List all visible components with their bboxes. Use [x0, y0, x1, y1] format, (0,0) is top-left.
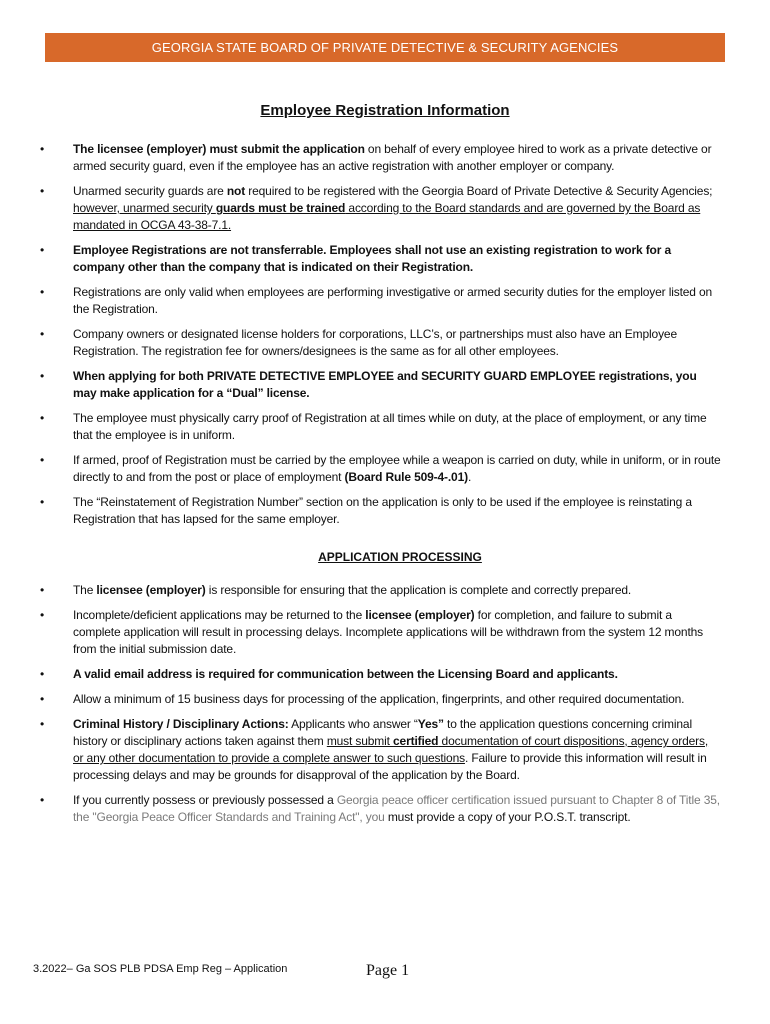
section-heading: APPLICATION PROCESSING	[318, 550, 482, 564]
text-segment: If armed, proof of Registration must be carried by the employee while a weapon is carried on duty, while in uniform, or in route directly to and from the post or place of employment	[73, 453, 721, 484]
text-segment: certified	[393, 734, 439, 748]
page-title: Employee Registration Information	[260, 102, 510, 119]
list-item	[0, 410, 721, 444]
text-segment: according to the Board standards and are governed by the Board as mandated in OCGA 43-38-7.1.	[73, 201, 701, 232]
footer-doc-id: 3.2022– Ga SOS PLB PDSA Emp Reg – Application	[33, 963, 288, 975]
text-segment: guards must be trained	[215, 201, 346, 215]
list-item	[0, 368, 721, 402]
list-item	[0, 494, 721, 528]
list-item	[0, 716, 721, 784]
list-item	[0, 691, 721, 708]
text-segment: If you currently possess or previously possessed a	[73, 793, 337, 807]
text-segment: Employee Registrations are not transferrable. Employees shall not use an existing registration to work for a company other than the company that is indicated on their Registration.	[73, 243, 671, 274]
text-segment: When applying for both PRIVATE DETECTIVE EMPLOYEE and SECURITY GUARD EMPLOYEE registrations, you may make application for a “Dual” license.	[73, 369, 697, 400]
text-segment: not	[226, 184, 246, 198]
bullet-icon: •	[40, 608, 45, 622]
list-item	[0, 141, 721, 175]
text-segment: licensee (employer)	[365, 608, 475, 622]
text-segment: .	[467, 470, 472, 484]
text-segment: The	[73, 583, 97, 597]
registration-info-list	[0, 141, 721, 528]
text-segment: The employee must physically carry proof of Registration at all times while on duty, at the place of employment, or any time that the employee is in uniform.	[73, 411, 707, 442]
footer-page-number: Page 1	[366, 962, 410, 979]
text-segment: licensee (employer)	[96, 583, 206, 597]
bullet-icon: •	[40, 793, 45, 807]
text-segment: Company owners or designated license holders for corporations, LLC’s, or partnerships must also have an Employee Registration. The registration fee for owners/designees is the same as for all other employees.	[73, 327, 677, 358]
bullet-icon: •	[40, 692, 45, 706]
application-processing-list	[0, 582, 721, 826]
bullet-icon: •	[40, 453, 45, 467]
text-segment: The licensee (employer) must submit the application	[73, 142, 365, 156]
text-segment: must provide a copy of your P.O.S.T. transcript.	[384, 810, 631, 824]
text-segment: must submit	[326, 734, 394, 748]
list-item	[0, 792, 721, 826]
text-segment: Applicants who answer “	[288, 717, 418, 731]
text-segment: Registrations are only valid when employees are performing investigative or armed security duties for the employer listed on the Registration.	[73, 285, 713, 316]
text-segment: (Board Rule 509-4-.01)	[344, 470, 468, 484]
text-segment: required to be registered with the Georgia Board of Private Detective & Security Agencies;	[245, 184, 713, 198]
text-segment: Allow a minimum of 15 business days for processing of the application, fingerprints, and other required documentation.	[73, 692, 685, 706]
text-segment: The “Reinstatement of Registration Number” section on the application is only to be used if the employee is reinstating a Registration that has lapsed for the same employer.	[73, 495, 692, 526]
text-segment: Criminal History / Disciplinary Actions:	[73, 717, 289, 731]
bullet-icon: •	[40, 243, 45, 257]
bullet-icon: •	[40, 184, 45, 198]
bullet-icon: •	[40, 495, 45, 509]
text-segment: on behalf of every employee hired to work as a private detective or armed security guard, even if the employee has an active registration with another employer or company.	[73, 142, 712, 173]
bullet-icon: •	[40, 411, 45, 425]
text-segment: documentation of court dispositions, agency orders, or any other documentation to provide a complete answer to such questions	[73, 734, 709, 765]
list-item	[0, 607, 721, 658]
list-item	[0, 242, 721, 276]
list-item	[0, 452, 721, 486]
text-segment: Incomplete/deficient applications may be returned to the	[73, 608, 366, 622]
text-segment: . Failure to provide this information will result in processing delays and may be grounds for disapproval of the application by the Board.	[73, 751, 707, 782]
bullet-icon: •	[40, 583, 45, 597]
header-banner: GEORGIA STATE BOARD OF PRIVATE DETECTIVE & SECURITY AGENCIES	[45, 33, 725, 62]
bullet-icon: •	[40, 142, 45, 156]
text-segment: to the application questions concerning criminal history or disciplinary actions taken against them	[73, 717, 692, 748]
text-segment: Unarmed security guards are	[73, 184, 227, 198]
bullet-icon: •	[40, 285, 45, 299]
text-segment: Yes”	[417, 717, 444, 731]
text-segment: A valid email address is required for communication between the Licensing Board and applicants.	[73, 667, 618, 681]
text-segment: Georgia peace officer certification issued pursuant to Chapter 8 of Title 35, the "Georgia Peace Officer Standards and Training Act", you	[73, 793, 720, 824]
bullet-icon: •	[40, 327, 45, 341]
list-item	[0, 183, 721, 234]
bullet-icon: •	[40, 717, 45, 731]
text-segment: for completion, and failure to submit a complete application will result in processing delays. Incomplete applications will be withdrawn from the system 12 months from the initial submission date.	[73, 608, 704, 656]
list-item	[0, 326, 721, 360]
list-item	[0, 284, 721, 318]
text-segment: is responsible for ensuring that the application is complete and correctly prepared.	[205, 583, 632, 597]
list-item	[0, 666, 721, 683]
bullet-icon: •	[40, 369, 45, 383]
text-segment: however, unarmed security	[73, 201, 216, 215]
list-item	[0, 582, 721, 599]
bullet-icon: •	[40, 667, 45, 681]
